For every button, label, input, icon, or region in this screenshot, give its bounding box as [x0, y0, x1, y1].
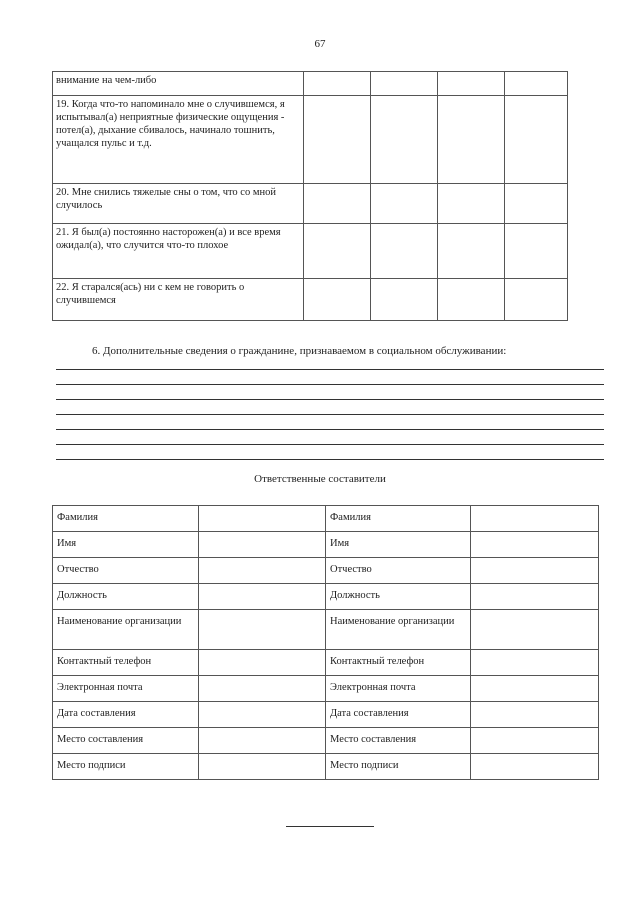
compiler-label-right: Наименование организации [326, 610, 471, 650]
answer-cell[interactable] [438, 224, 505, 279]
responsible-title: Ответственные составители [254, 473, 386, 485]
writing-line[interactable] [56, 459, 604, 460]
compiler-value-right[interactable] [471, 754, 599, 780]
answer-cell[interactable] [371, 184, 438, 224]
compiler-value-right[interactable] [471, 728, 599, 754]
compiler-label-left: Дата составления [53, 702, 199, 728]
compiler-label-right: Должность [326, 584, 471, 610]
answer-cell[interactable] [371, 96, 438, 184]
table-row [53, 72, 568, 96]
table-row [53, 754, 599, 780]
compiler-label-right: Имя [326, 532, 471, 558]
compiler-value-right[interactable] [471, 558, 599, 584]
compiler-label-right: Дата составления [326, 702, 471, 728]
answer-cell[interactable] [304, 279, 371, 321]
table-row [53, 728, 599, 754]
compiler-value-right[interactable] [471, 532, 599, 558]
answer-cell[interactable] [438, 72, 505, 96]
table-row [53, 506, 599, 532]
question-text: 21. Я был(а) постоянно насторожен(а) и все время ожидал(а), что случится что-то плохое [53, 224, 304, 279]
compiler-label-left: Контактный телефон [53, 650, 199, 676]
writing-line[interactable] [56, 384, 604, 385]
compiler-label-left: Наименование организации [53, 610, 199, 650]
compiler-value-left[interactable] [199, 754, 326, 780]
compiler-label-left: Электронная почта [53, 676, 199, 702]
question-text: внимание на чем-либо [53, 72, 304, 96]
section-6-heading: 6. Дополнительные сведения о гражданине, признаваемом в социальном обслуживании: [92, 345, 507, 357]
question-text: 22. Я старался(ась) ни с кем не говорить о случившемся [53, 279, 304, 321]
table-row [53, 96, 568, 184]
answer-cell[interactable] [505, 279, 568, 321]
page-number: 67 [314, 38, 326, 50]
table-row [53, 650, 599, 676]
compiler-value-left[interactable] [199, 532, 326, 558]
compiler-value-left[interactable] [199, 728, 326, 754]
compiler-value-right[interactable] [471, 610, 599, 650]
compilers-table [52, 505, 599, 780]
answer-cell[interactable] [505, 224, 568, 279]
compiler-value-left[interactable] [199, 506, 326, 532]
compiler-label-left: Место составления [53, 728, 199, 754]
answer-cell[interactable] [304, 184, 371, 224]
table-row [53, 279, 568, 321]
compiler-value-left[interactable] [199, 676, 326, 702]
answer-cell[interactable] [505, 184, 568, 224]
answer-cell[interactable] [371, 72, 438, 96]
table-row [53, 702, 599, 728]
table-row [53, 584, 599, 610]
answer-cell[interactable] [371, 224, 438, 279]
table-row [53, 610, 599, 650]
compiler-value-left[interactable] [199, 650, 326, 676]
compiler-value-right[interactable] [471, 702, 599, 728]
writing-line[interactable] [56, 429, 604, 430]
table-row [53, 184, 568, 224]
compiler-value-right[interactable] [471, 584, 599, 610]
compiler-label-right: Место подписи [326, 754, 471, 780]
answer-cell[interactable] [371, 279, 438, 321]
compiler-label-right: Отчество [326, 558, 471, 584]
compiler-label-right: Фамилия [326, 506, 471, 532]
compiler-label-right: Место составления [326, 728, 471, 754]
answer-cell[interactable] [438, 96, 505, 184]
compiler-label-left: Отчество [53, 558, 199, 584]
compiler-label-left: Должность [53, 584, 199, 610]
table-row [53, 224, 568, 279]
answer-cell[interactable] [304, 96, 371, 184]
compiler-value-left[interactable] [199, 584, 326, 610]
compiler-value-right[interactable] [471, 506, 599, 532]
compiler-value-left[interactable] [199, 558, 326, 584]
writing-line[interactable] [56, 399, 604, 400]
table-row [53, 532, 599, 558]
answer-cell[interactable] [505, 96, 568, 184]
compiler-value-right[interactable] [471, 676, 599, 702]
answer-cell[interactable] [438, 279, 505, 321]
table-row [53, 676, 599, 702]
writing-line[interactable] [56, 444, 604, 445]
answer-cell[interactable] [304, 224, 371, 279]
answer-cell[interactable] [438, 184, 505, 224]
compiler-label-right: Электронная почта [326, 676, 471, 702]
writing-line[interactable] [56, 369, 604, 370]
footer-divider [286, 826, 374, 827]
compiler-label-right: Контактный телефон [326, 650, 471, 676]
questionnaire-table [52, 71, 568, 321]
answer-cell[interactable] [304, 72, 371, 96]
compiler-label-left: Имя [53, 532, 199, 558]
compiler-value-right[interactable] [471, 650, 599, 676]
compiler-value-left[interactable] [199, 702, 326, 728]
compiler-label-left: Фамилия [53, 506, 199, 532]
answer-cell[interactable] [505, 72, 568, 96]
writing-line[interactable] [56, 414, 604, 415]
compiler-label-left: Место подписи [53, 754, 199, 780]
question-text: 20. Мне снились тяжелые сны о том, что со мной случилось [53, 184, 304, 224]
question-text: 19. Когда что-то напоминало мне о случившемся, я испытывал(а) неприятные физические ощущения - потел(а), дыхание сбивалось, начинало тошнить, учащался пульс и т.д. [53, 96, 304, 184]
table-row [53, 558, 599, 584]
compiler-value-left[interactable] [199, 610, 326, 650]
